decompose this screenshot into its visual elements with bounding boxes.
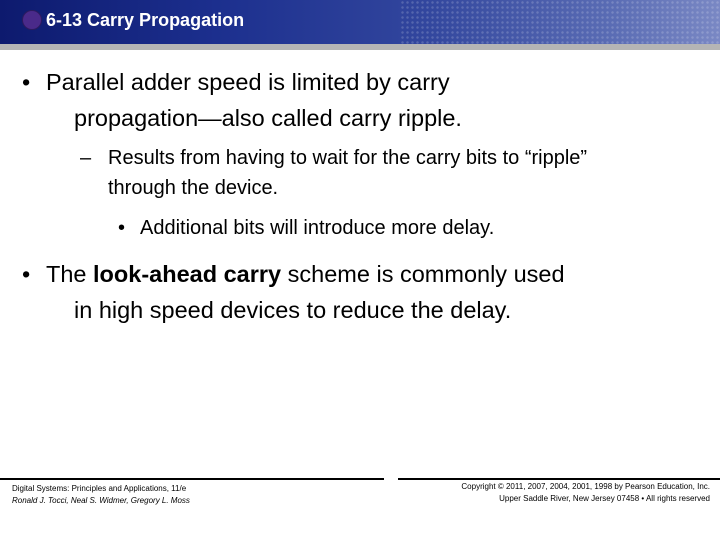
bullet-2-line-1 <box>46 258 565 290</box>
title-bullet-circle-icon <box>22 10 42 30</box>
sub-bullet-line-1: Results from having to wait for the carry bits to “ripple” <box>108 147 588 169</box>
bullet-2-bold-term: look-ahead carry <box>93 261 282 287</box>
footer-book-title: Digital Systems: Principles and Applications, 11/e <box>12 484 187 493</box>
footer-authors: Ronald J. Tocci, Neal S. Widmer, Gregory L. Moss <box>12 496 190 505</box>
bullet-1-line-1: Parallel adder speed is limited by carry <box>46 69 450 95</box>
bullet-marker: • <box>22 69 31 95</box>
footer-rule-left <box>0 478 384 480</box>
title-bar-dot-pattern <box>400 0 720 44</box>
footer-copyright <box>461 481 710 505</box>
bullet-2-line-2: in high speed devices to reduce the delay. <box>74 297 512 323</box>
sub-sub-bullet: Additional bits will introduce more delay. <box>140 217 495 239</box>
title-underline-bar <box>0 44 720 50</box>
dash-marker: – <box>80 147 92 169</box>
footer-copyright-line-1: Copyright © 2011, 2007, 2004, 2001, 1998 by Pearson Education, Inc. <box>461 482 710 491</box>
bullet-2-text-post: scheme is commonly used <box>281 261 565 287</box>
footer-book-info <box>12 483 190 507</box>
footer-copyright-line-2: Upper Saddle River, New Jersey 07458 • All rights reserved <box>499 494 710 503</box>
bullet-marker: • <box>22 261 31 287</box>
bullet-marker: • <box>118 217 126 239</box>
sub-bullet-line-2: through the device. <box>108 177 279 199</box>
slide-title: 6-13 Carry Propagation <box>46 10 245 30</box>
bullet-2-text-pre: The <box>46 261 94 287</box>
bullet-1-line-2: propagation—also called carry ripple. <box>74 105 462 131</box>
title-bar <box>0 0 720 44</box>
footer-rule-right <box>398 478 720 480</box>
